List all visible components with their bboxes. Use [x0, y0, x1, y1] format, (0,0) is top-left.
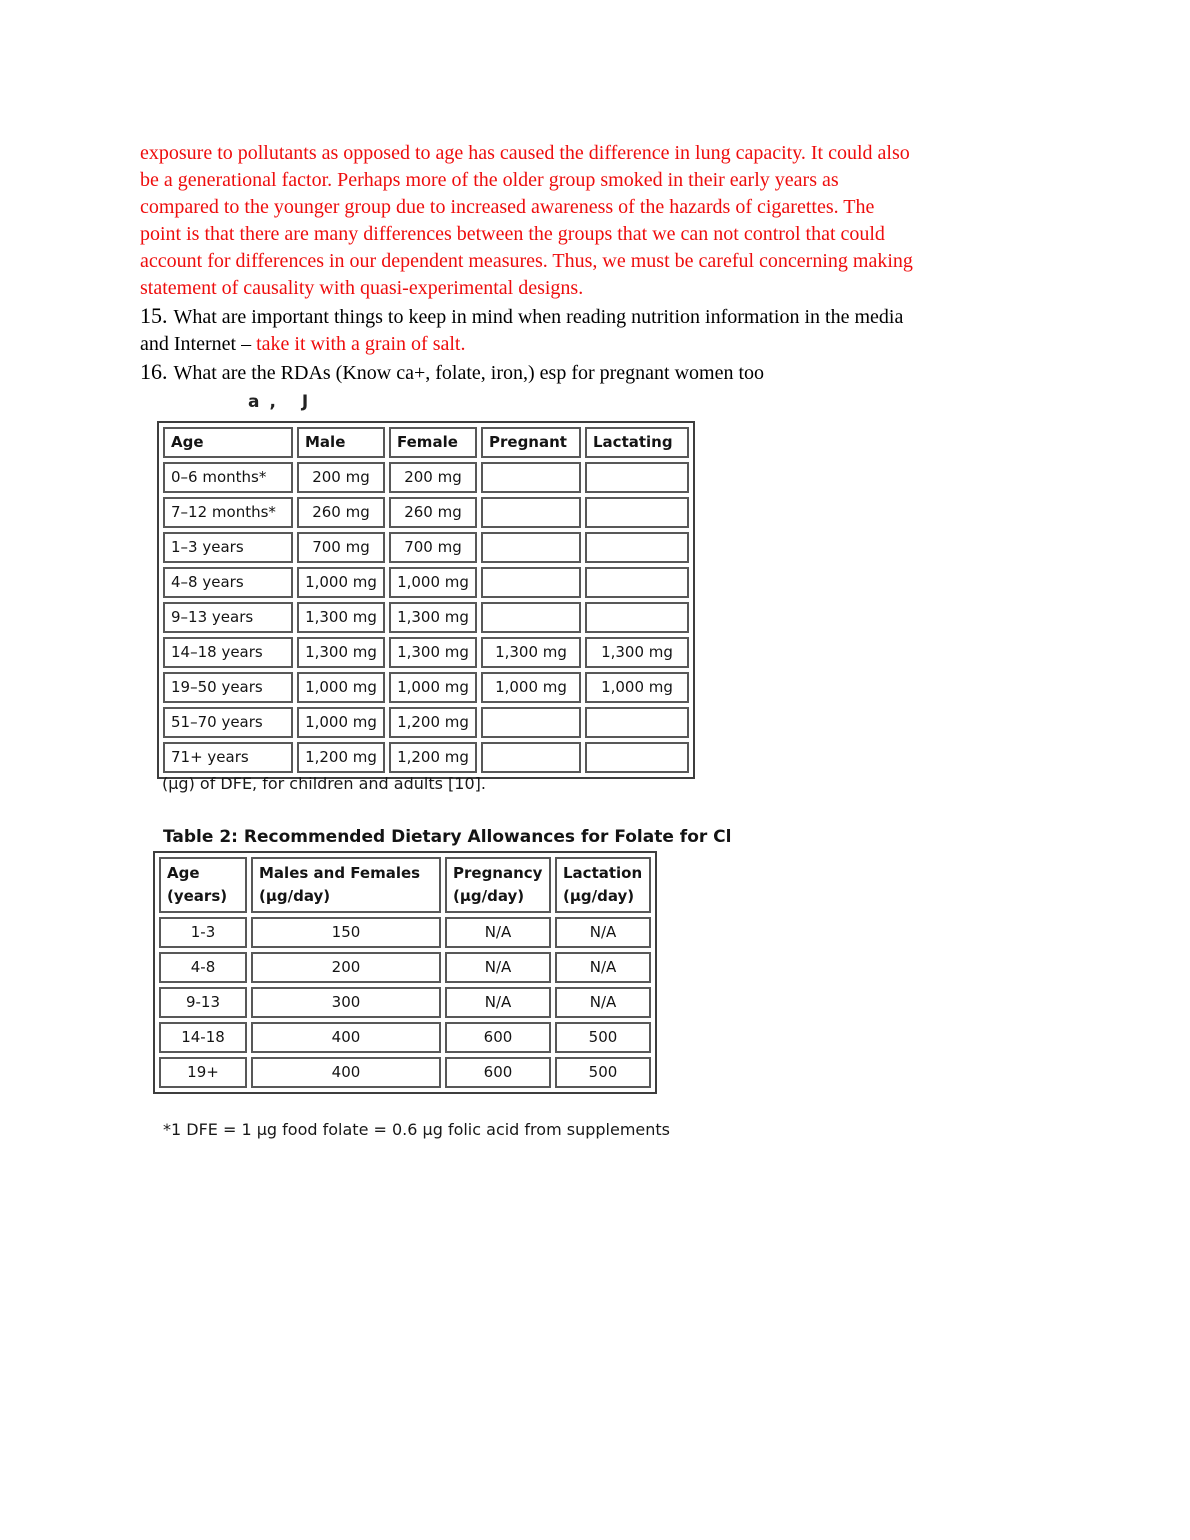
body-text-block	[140, 140, 1058, 387]
table-cell: 1-3	[159, 917, 247, 948]
table-row	[163, 707, 689, 738]
table-cell	[481, 602, 581, 633]
dfe-footnote: *1 DFE = 1 µg food folate = 0.6 µg folic acid from supplements	[163, 1120, 670, 1139]
table-cell: 1,000 mg	[297, 707, 385, 738]
table-cell: 7–12 months*	[163, 497, 293, 528]
question-16-number: 16.	[140, 359, 168, 384]
column-header-pregnancy: Pregnancy (µg/day)	[445, 857, 551, 913]
table-row	[159, 987, 651, 1018]
table-cell: 150	[251, 917, 441, 948]
table-cell: 14–18 years	[163, 637, 293, 668]
table-row	[163, 637, 689, 668]
table-cell: 400	[251, 1022, 441, 1053]
question-15-answer-red: take it with a grain of salt.	[256, 333, 466, 355]
table-cell	[481, 462, 581, 493]
question-15-text-black: and Internet –	[140, 333, 257, 355]
question-15-number: 15.	[140, 303, 168, 328]
table-cell: 4-8	[159, 952, 247, 983]
red-paragraph-line: exposure to pollutants as opposed to age has caused the difference in lung capacity. It could also	[140, 142, 910, 164]
column-header-males-females: Males and Females (µg/day)	[251, 857, 441, 913]
red-paragraph-line: compared to the younger group due to increased awareness of the hazards of cigarettes. The	[140, 196, 875, 218]
table-cell: 400	[251, 1057, 441, 1088]
column-header-age: Age	[163, 427, 293, 458]
table-cell: 19–50 years	[163, 672, 293, 703]
table-row	[163, 672, 689, 703]
table-cell: N/A	[555, 917, 651, 948]
table-cell: N/A	[555, 987, 651, 1018]
table-row	[163, 532, 689, 563]
table-header-row	[159, 857, 651, 913]
table-cell	[585, 462, 689, 493]
table-cell	[481, 742, 581, 773]
table-row	[159, 1022, 651, 1053]
table-cell	[585, 497, 689, 528]
red-paragraph-line: statement of causality with quasi-experimental designs.	[140, 277, 584, 299]
table-cell: 1,300 mg	[389, 637, 477, 668]
table-cell: 600	[445, 1022, 551, 1053]
red-paragraph-line: point is that there are many differences between the groups that we can not control that could	[140, 223, 885, 245]
table-cell: 14-18	[159, 1022, 247, 1053]
folate-table-title: Table 2: Recommended Dietary Allowances for Folate for Cl	[163, 827, 732, 847]
column-header-lactation: Lactation (µg/day)	[555, 857, 651, 913]
table-cell: 1,000 mg	[297, 567, 385, 598]
table-cell	[585, 567, 689, 598]
table-cell	[585, 532, 689, 563]
table-cell: 1,300 mg	[481, 637, 581, 668]
table-cell: 1,000 mg	[297, 672, 385, 703]
table-cell	[585, 602, 689, 633]
table-cell: N/A	[445, 952, 551, 983]
table-header-row	[163, 427, 689, 458]
table-row	[163, 602, 689, 633]
table-cell: 300	[251, 987, 441, 1018]
table-row	[159, 952, 651, 983]
table-cell: 71+ years	[163, 742, 293, 773]
table-cell: 9–13 years	[163, 602, 293, 633]
table-cell: 200 mg	[389, 462, 477, 493]
folate-rda-table	[153, 851, 657, 1094]
table-row	[163, 497, 689, 528]
clipped-caption: (µg) of DFE, for children and adults [10].	[162, 774, 486, 793]
table-cell: N/A	[555, 952, 651, 983]
table-cell: 1,000 mg	[585, 672, 689, 703]
column-header-pregnant: Pregnant	[481, 427, 581, 458]
red-paragraph-line: account for differences in our dependent measures. Thus, we must be careful concerning making	[140, 250, 913, 272]
table-cell: 1,300 mg	[297, 637, 385, 668]
column-header-male: Male	[297, 427, 385, 458]
table-cell: 4–8 years	[163, 567, 293, 598]
table-cell	[481, 707, 581, 738]
table-cell: 500	[555, 1057, 651, 1088]
table-cell: N/A	[445, 917, 551, 948]
table-cell	[585, 707, 689, 738]
question-15-text: What are important things to keep in mind when reading nutrition information in the media	[173, 306, 904, 328]
red-paragraph-line: be a generational factor. Perhaps more of the older group smoked in their early years as	[140, 169, 839, 191]
table-cell: 1,200 mg	[389, 742, 477, 773]
column-header-lactating: Lactating	[585, 427, 689, 458]
table-row	[163, 462, 689, 493]
table-row	[159, 1057, 651, 1088]
table-cell: 51–70 years	[163, 707, 293, 738]
column-header-female: Female	[389, 427, 477, 458]
table-cell: N/A	[445, 987, 551, 1018]
question-16-line	[140, 358, 1058, 387]
table-cell: 500	[555, 1022, 651, 1053]
table-cell: 200	[251, 952, 441, 983]
table-row	[163, 567, 689, 598]
question-15-line1	[140, 302, 1058, 331]
question-15-line2	[140, 331, 1058, 358]
table-cell: 1,300 mg	[585, 637, 689, 668]
table-cell: 19+	[159, 1057, 247, 1088]
table-row	[163, 742, 689, 773]
table-cell	[481, 567, 581, 598]
cropped-text-fragment: a, J	[248, 392, 319, 412]
table-cell	[481, 532, 581, 563]
table-cell: 1,000 mg	[481, 672, 581, 703]
question-16-text: What are the RDAs (Know ca+, folate, iron,) esp for pregnant women too	[173, 362, 765, 384]
table-cell: 1,300 mg	[389, 602, 477, 633]
table-cell	[481, 497, 581, 528]
table-cell: 1–3 years	[163, 532, 293, 563]
table-cell: 1,000 mg	[389, 672, 477, 703]
table-cell: 600	[445, 1057, 551, 1088]
table-cell: 700 mg	[297, 532, 385, 563]
table-cell: 260 mg	[389, 497, 477, 528]
table-cell: 700 mg	[389, 532, 477, 563]
table-cell: 1,300 mg	[297, 602, 385, 633]
column-header-age-years: Age (years)	[159, 857, 247, 913]
table-cell: 0–6 months*	[163, 462, 293, 493]
table-cell: 9-13	[159, 987, 247, 1018]
table-cell: 200 mg	[297, 462, 385, 493]
table-row	[159, 917, 651, 948]
table-cell: 1,000 mg	[389, 567, 477, 598]
table-cell: 260 mg	[297, 497, 385, 528]
table-cell: 1,200 mg	[389, 707, 477, 738]
calcium-rda-table	[157, 421, 695, 779]
table-cell	[585, 742, 689, 773]
table-cell: 1,200 mg	[297, 742, 385, 773]
